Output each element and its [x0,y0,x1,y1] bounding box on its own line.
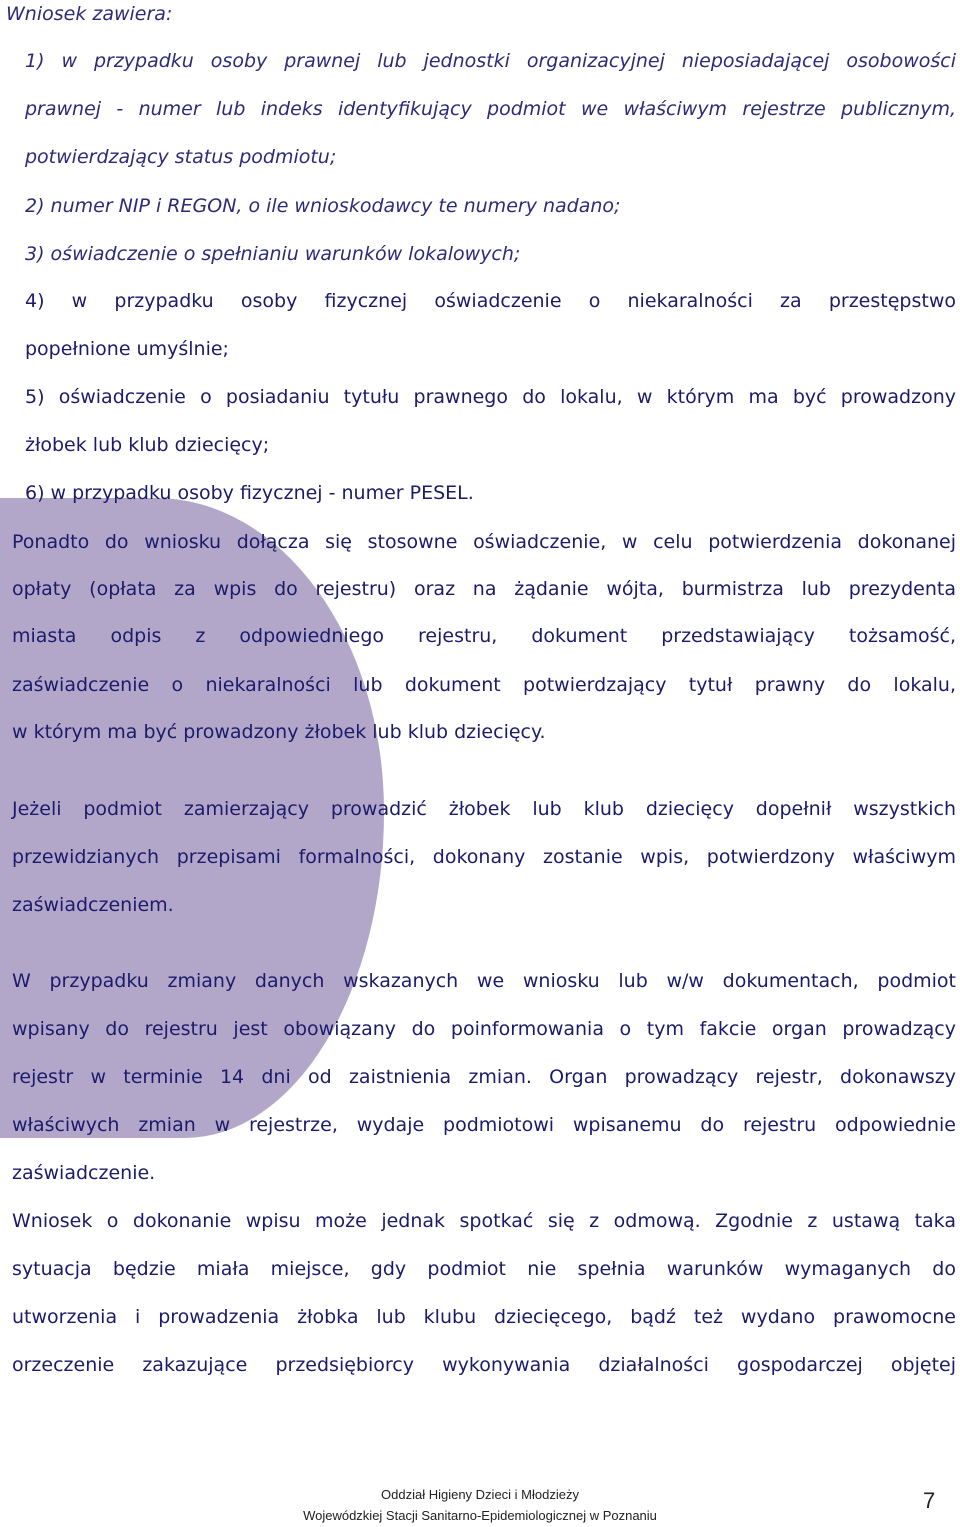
paragraph-line: opłaty (opłata za wpis do rejestru) oraz na żądanie wójta, burmistrza lub prezydenta [12,578,956,600]
list-item: 5) oświadczenie o posiadaniu tytułu prawnego do lokalu, w którym ma być prowadzony [25,386,956,408]
paragraph-line: zaświadczenie. [12,1162,156,1184]
paragraph-line: zaświadczenie o niekaralności lub dokument potwierdzający tytuł prawny do lokalu, [12,674,956,696]
page-number: 7 [923,1488,936,1513]
paragraph-line: wpisany do rejestru jest obowiązany do poinformowania o tym fakcie organ prowadzący [12,1018,956,1040]
paragraph-line: Ponadto do wniosku dołącza się stosowne oświadczenie, w celu potwierdzenia dokonanej [12,531,956,553]
footer-line-2: Wojewódzkiej Stacji Sanitarno-Epidemiologicznej w Poznaniu [303,1508,657,1523]
paragraph-line: Jeżeli podmiot zamierzający prowadzić żłobek lub klub dziecięcy dopełnił wszystkich [12,798,956,820]
list-item: 4) w przypadku osoby fizycznej oświadczenie o niekaralności za przestępstwo [25,290,956,312]
list-item: 1) w przypadku osoby prawnej lub jednostki organizacyjnej nieposiadającej osobowości [25,50,956,72]
paragraph-line: Wniosek o dokonanie wpisu może jednak spotkać się z odmową. Zgodnie z ustawą taka [12,1210,956,1232]
list-item: 3) oświadczenie o spełnianiu warunków lokalowych; [25,243,521,265]
paragraph-line: właściwych zmian w rejestrze, wydaje podmiotowi wpisanemu do rejestru odpowiednie [12,1114,956,1136]
heading: Wniosek zawiera: [6,3,173,25]
paragraph-line: W przypadku zmiany danych wskazanych we wniosku lub w/w dokumentach, podmiot [12,970,956,992]
list-item: prawnej - numer lub indeks identyfikujący podmiot we właściwym rejestrze publicznym, [25,98,956,120]
paragraph-line: miasta odpis z odpowiedniego rejestru, dokument przedstawiający tożsamość, [12,625,956,647]
footer-line-1: Oddział Higieny Dzieci i Młodzieży [381,1487,579,1502]
list-item: 6) w przypadku osoby fizycznej - numer PESEL. [25,482,474,504]
paragraph-line: utworzenia i prowadzenia żłobka lub klubu dziecięcego, bądź też wydano prawomocne [12,1306,956,1328]
paragraph-line: sytuacja będzie miała miejsce, gdy podmiot nie spełnia warunków wymaganych do [12,1258,956,1280]
paragraph-line: orzeczenie zakazujące przedsiębiorcy wykonywania działalności gospodarczej objętej [12,1354,956,1376]
list-item: popełnione umyślnie; [25,338,229,360]
list-item: żłobek lub klub dziecięcy; [25,434,270,456]
paragraph-line: w którym ma być prowadzony żłobek lub klub dziecięcy. [12,721,546,743]
paragraph-line: przewidzianych przepisami formalności, dokonany zostanie wpis, potwierdzony właściwym [12,846,956,868]
paragraph-line: rejestr w terminie 14 dni od zaistnienia zmian. Organ prowadzący rejestr, dokonawszy [12,1066,956,1088]
list-item: 2) numer NIP i REGON, o ile wnioskodawcy te numery nadano; [25,195,621,217]
paragraph-line: zaświadczeniem. [12,894,174,916]
list-item: potwierdzający status podmiotu; [25,146,337,168]
